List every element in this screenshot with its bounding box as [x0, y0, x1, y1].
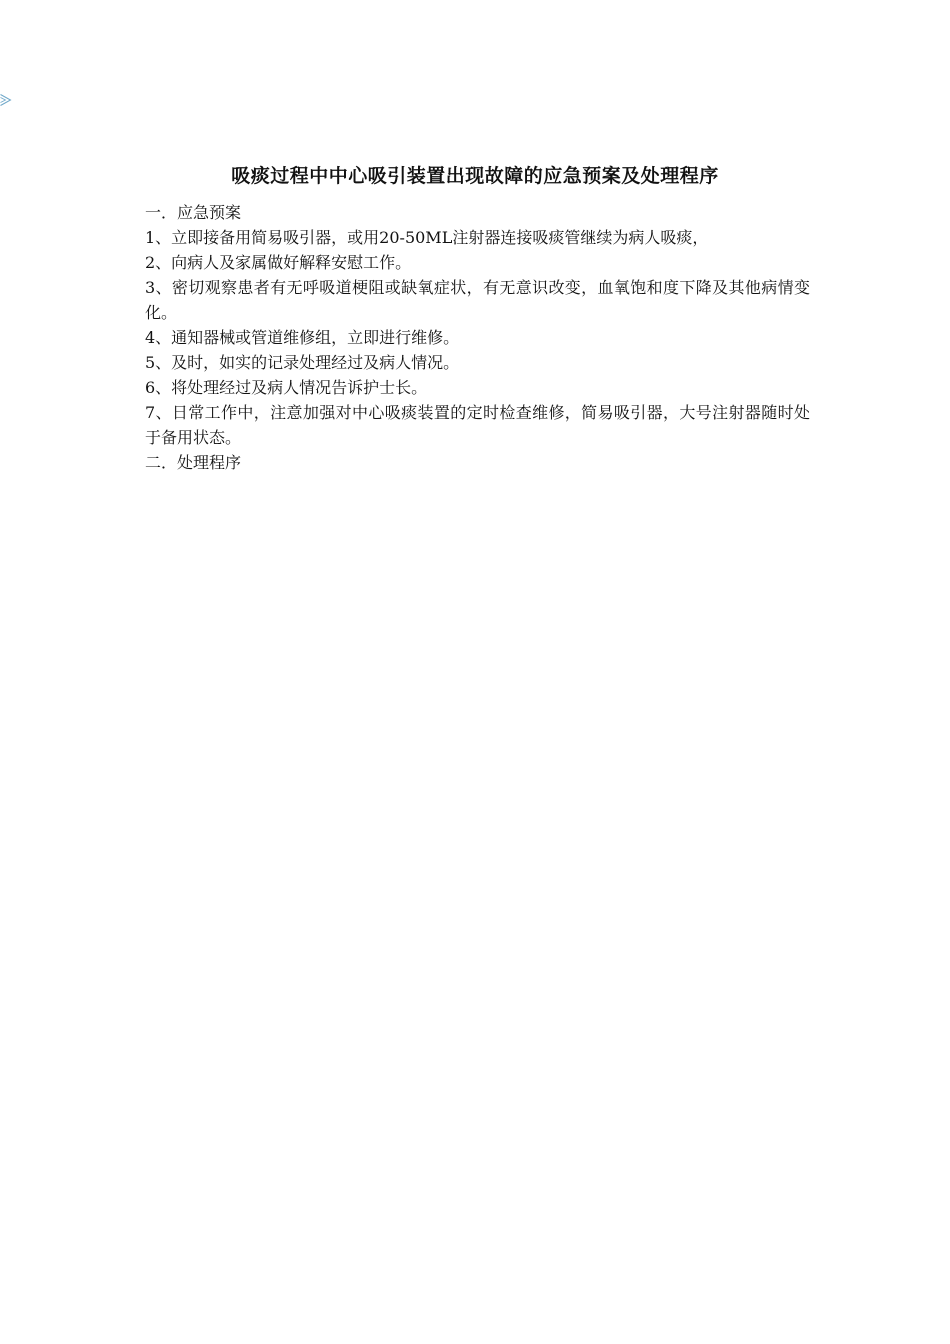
section-heading-procedure: 二．处理程序 — [145, 453, 242, 472]
arrow-right-outline-icon — [0, 93, 12, 107]
document-title: 吸痰过程中中心吸引装置出现故障的应急预案及处理程序 — [231, 165, 719, 187]
list-item: 4、通知器械或管道维修组，立即进行维修。 — [145, 328, 460, 347]
list-item: 7、日常工作中，注意加强对中心吸痰装置的定时检查维修，简易吸引器，大号注射器随时处于备用状态。 — [145, 403, 810, 447]
list-item: 2、向病人及家属做好解释安慰工作。 — [145, 253, 412, 272]
list-item: 6、将处理经过及病人情况告诉护士长。 — [145, 378, 428, 397]
list-item: 1、立即接备用简易吸引器，或用20-50ML注射器连接吸痰管继续为病人吸痰， — [145, 228, 709, 247]
section-heading-emergency-plan: 一．应急预案 — [145, 203, 242, 222]
list-item: 5、及时，如实的记录处理经过及病人情况。 — [145, 353, 460, 372]
list-item: 3、密切观察患者有无呼吸道梗阻或缺氧症状，有无意识改变，血氧饱和度下降及其他病情变化。 — [145, 278, 810, 322]
document-body — [145, 200, 810, 475]
